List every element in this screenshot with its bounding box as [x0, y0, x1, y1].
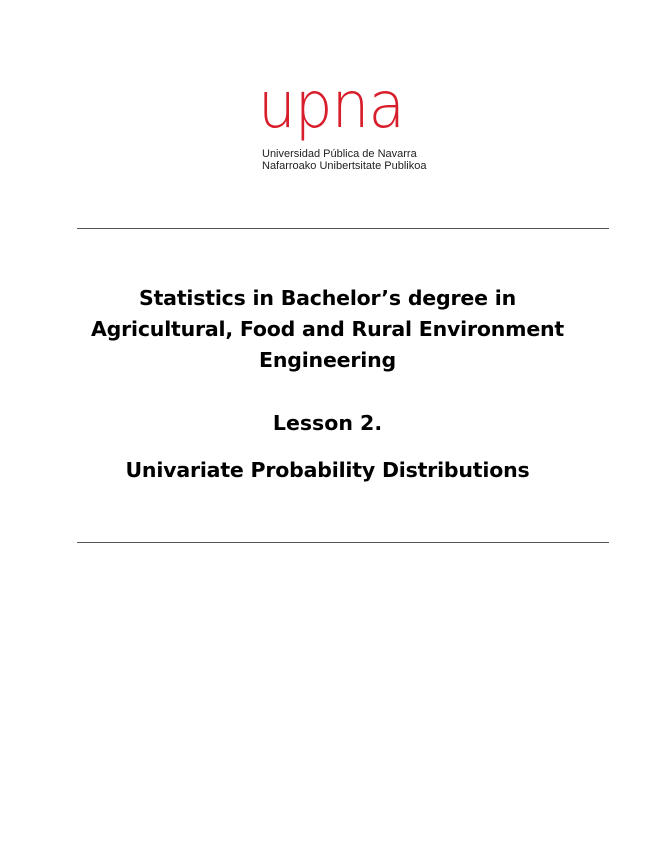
- title-line-1: Statistics in Bachelor’s degree in: [139, 286, 516, 310]
- logo-university-name-spanish: Universidad Pública de Navarra: [262, 148, 417, 160]
- university-logo: [258, 69, 428, 180]
- title-line-3: Engineering: [259, 348, 396, 372]
- top-divider: [77, 228, 609, 229]
- title-line-2: Agricultural, Food and Rural Environment: [90, 317, 565, 341]
- bottom-divider: [77, 542, 609, 543]
- lesson-heading: Lesson 2.: [272, 411, 383, 435]
- logo-wordmark: upna: [258, 69, 404, 143]
- document-title: [40, 283, 615, 376]
- lesson-subtitle: Univariate Probability Distributions: [125, 458, 530, 482]
- logo-university-name-basque: Nafarroako Unibertsitate Publikoa: [262, 160, 427, 172]
